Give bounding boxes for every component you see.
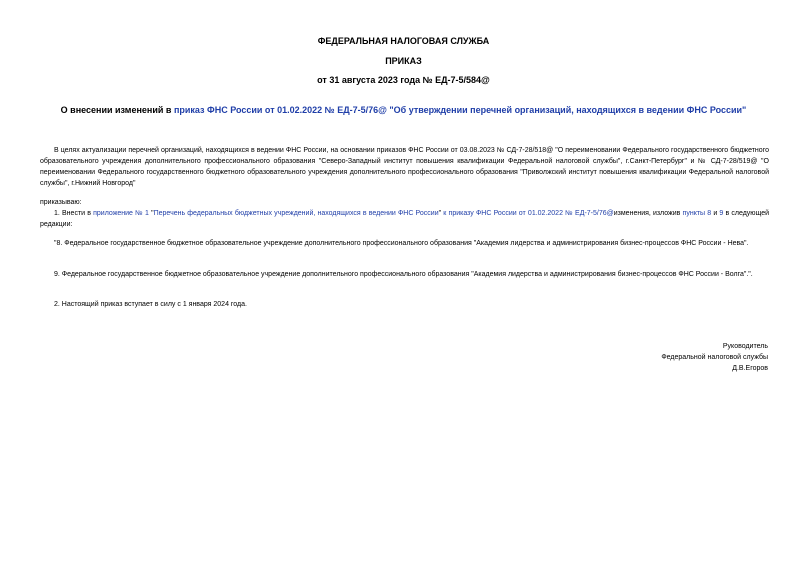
list-of-institutions-link[interactable]: Перечень федеральных бюджетных учреждений, находящихся в ведении ФНС России	[153, 210, 439, 217]
appendix-1-link[interactable]: приложение № 1	[93, 210, 149, 217]
item1-text-d: изменения, изложив	[613, 210, 683, 217]
doc-type: ПРИКАЗ	[385, 56, 422, 66]
title-prefix: О внесении изменений в	[60, 105, 174, 115]
doc-date-number: от 31 августа 2023 года № ЕД-7-5/584@	[317, 75, 490, 85]
preamble-paragraph: В целях актуализации перечней организаций, находящихся в ведении ФНС России, на основании приказов ФНС России от 03.08.2023 № СД-7-28/518@ "О переименовании Федерального государственного бюджетного образовательного учреждения дополнительного профессионального образования "Северо-Западный институт повышения квалификации Федеральной налоговой службы", г.Санкт-Петербург" и № СД-7-28/519@ "О переименовании Федерального государственного бюджетного образовательного учреждения дополнительного профессионального образования "Приволжский институт повышения квалификации Федеральной налоговой службы", г.Нижний Новгород"	[40, 147, 769, 187]
point-8-link[interactable]: пункты 8	[682, 210, 712, 217]
document-title	[40, 105, 767, 115]
signature-org: Федеральной налоговой службы	[661, 354, 768, 361]
point-9-link[interactable]: 9	[719, 210, 724, 217]
order-word: приказываю:	[40, 199, 82, 206]
item1-text-a: 1. Внести в	[54, 210, 94, 217]
item1-text-e: и	[711, 210, 720, 217]
amended-order-link[interactable]: приказ ФНС России от 01.02.2022 № ЕД-7-5/76@ "Об утверждении перечней организаций, находящихся в ведении ФНС России"	[173, 105, 747, 115]
item1-text-c: "	[438, 210, 444, 217]
signature-name: Д.В.Егоров	[732, 365, 768, 372]
point-8-paragraph: "8. Федеральное государственное бюджетное образовательное учреждение дополнительного профессионального образования "Академия лидерства и администрирования бизнес-процессов ФНС России - Нева".	[54, 240, 749, 247]
agency-name: ФЕДЕРАЛЬНАЯ НАЛОГОВАЯ СЛУЖБА	[317, 36, 490, 46]
point-9-paragraph: 9. Федеральное государственное бюджетное образовательное учреждение дополнительного профессионального образования "Академия лидерства и администрирования бизнес-процессов ФНС России - Волга".".	[54, 271, 753, 278]
item1-text-f: в следующей редакции:	[40, 210, 770, 228]
signature-position: Руководитель	[722, 343, 768, 350]
order-76-link[interactable]: к приказу ФНС России от 01.02.2022 № ЕД-7-5/76@	[443, 210, 614, 217]
item1-text-b: "	[148, 210, 154, 217]
item-2-paragraph: 2. Настоящий приказ вступает в силу с 1 января 2024 года.	[54, 301, 247, 308]
item-1-paragraph	[40, 208, 769, 230]
